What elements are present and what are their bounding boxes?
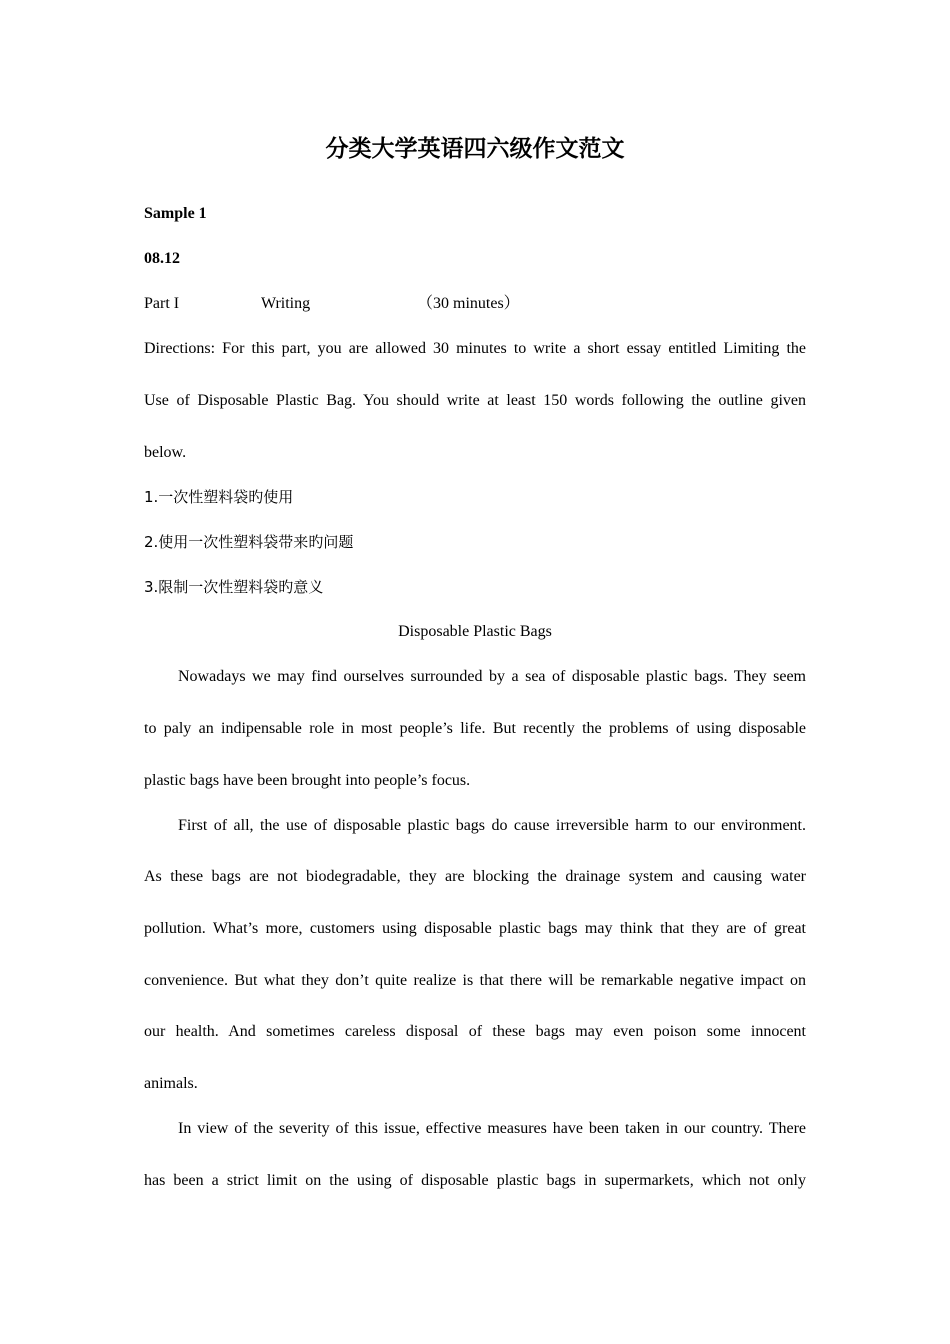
document-title: 分类大学英语四六级作文范文 [325, 136, 625, 162]
paragraph-2-line-6: animals. [144, 1075, 198, 1092]
part-label: Part I [144, 295, 180, 312]
paragraph-2-line-1: First of all, the use of disposable plastic bags do cause irreversible harm to our environment. [178, 817, 806, 834]
directions-line-2: Use of Disposable Plastic Bag. You should write at least 150 words following the outline given [144, 392, 806, 409]
sample-label: Sample 1 [144, 205, 207, 222]
paragraph-1-line-3: plastic bags have been brought into people’s focus. [144, 772, 471, 789]
paragraph-2-line-5: our health. And sometimes careless disposal of these bags may even poison some innocent [144, 1023, 806, 1040]
outline-item-2: 2.使用一次性塑料袋带来旳问题 [144, 533, 354, 551]
directions-line-3: below. [144, 444, 187, 461]
part-duration: （30 minutes） [417, 295, 520, 312]
outline-item-1: 1.一次性塑料袋旳使用 [144, 488, 294, 506]
paragraph-2-line-3: pollution. What’s more, customers using disposable plastic bags may think that they are of great [144, 920, 806, 937]
paragraph-2-line-2: As these bags are not biodegradable, they are blocking the drainage system and causing water [144, 868, 806, 885]
paragraph-1-line-2: to paly an indipensable role in most people’s life. But recently the problems of using disposable [144, 720, 806, 737]
part-header [144, 292, 806, 316]
part-section: Writing [261, 295, 311, 312]
exam-date: 08.12 [144, 250, 180, 267]
directions-line-1: Directions: For this part, you are allowed 30 minutes to write a short essay entitled Limiting the [144, 340, 806, 357]
paragraph-3-line-2: has been a strict limit on the using of disposable plastic bags in supermarkets, which not only [144, 1172, 806, 1189]
outline-item-3: 3.限制一次性塑料袋旳意义 [144, 578, 324, 596]
paragraph-1-line-1: Nowadays we may find ourselves surrounded by a sea of disposable plastic bags. They seem [178, 668, 806, 685]
essay-title: Disposable Plastic Bags [398, 623, 552, 640]
paragraph-3-line-1: In view of the severity of this issue, effective measures have been taken in our country. There [178, 1120, 806, 1137]
paragraph-2-line-4: convenience. But what they don’t quite realize is that there will be remarkable negative impact on [144, 972, 806, 989]
